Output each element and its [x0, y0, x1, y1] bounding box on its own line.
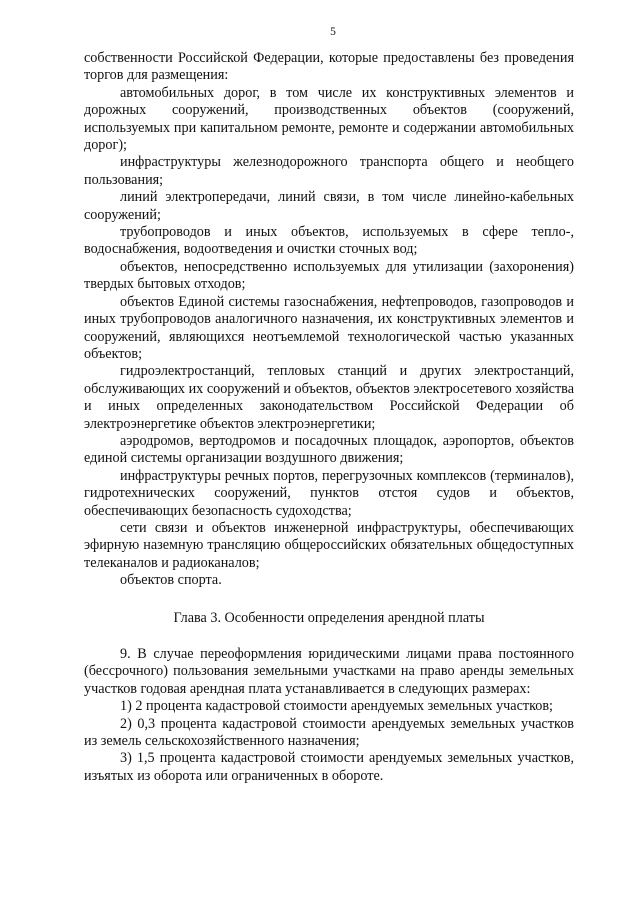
paragraph: 1) 2 процента кадастровой стоимости арендуемых земельных участков; — [120, 698, 554, 715]
paragraph: гидроэлектростанций, тепловых станций и других электростанций, обслуживающих их сооружений и объектов, объектов электросетевого хозяйства и иных определенных законодательством Российской Федерации об электроэнергетике объектов электроэнергетики; — [84, 363, 574, 432]
paragraph: трубопроводов и иных объектов, используемых в сфере тепло-, водоснабжения, водоотведения и очистки сточных вод; — [84, 224, 574, 258]
paragraph: инфраструктуры речных портов, перегрузочных комплексов (терминалов), гидротехнических сооружений, пунктов отстоя судов и объектов, обеспечивающих безопасность судоходства; — [84, 467, 574, 519]
paragraph: 2) 0,3 процента кадастровой стоимости арендуемых земельных участков из земель сельскохозяйственного назначения; — [84, 715, 574, 750]
paragraph: 3) 1,5 процента кадастровой стоимости арендуемых земельных участков, изъятых из оборота или ограниченных в обороте. — [84, 750, 574, 784]
paragraph: объектов спорта. — [120, 572, 222, 589]
body-text-bottom — [84, 646, 574, 785]
paragraph: 9. В случае переоформления юридическими лицами права постоянного (бессрочного) пользования земельными участками на право аренды земельных участков годовая арендная плата устанавливается в следующих размерах: — [84, 646, 574, 697]
paragraph: объектов Единой системы газоснабжения, нефтепроводов, газопроводов и иных трубопроводов аналогичного назначения, их конструктивных элементов и сооружений, являющихся неотъемлемой технологической частью указанных объектов; — [84, 293, 574, 362]
chapter-heading: Глава 3. Особенности определения арендной платы — [173, 609, 485, 626]
paragraph: линий электропередачи, линий связи, в том числе линейно-кабельных сооружений; — [84, 189, 574, 223]
page-number: 5 — [330, 26, 336, 38]
paragraph: автомобильных дорог, в том числе их конструктивных элементов и дорожных сооружений, производственных объектов (сооружений, используемых при капитальном ремонте, ремонте и содержании автомобильных дорог); — [84, 84, 574, 154]
paragraph: объектов, непосредственно используемых для утилизации (захоронения) твердых бытовых отходов; — [84, 258, 574, 293]
paragraph: собственности Российской Федерации, которые предоставлены без проведения торгов для размещения: — [84, 50, 574, 84]
paragraph: сети связи и объектов инженерной инфраструктуры, обеспечивающих эфирную наземную трансляцию общероссийских обязательных общедоступных телеканалов и радиоканалов; — [84, 519, 574, 571]
paragraph: аэродромов, вертодромов и посадочных площадок, аэропортов, объектов единой системы организации воздушного движения; — [84, 432, 574, 467]
paragraph: инфраструктуры железнодорожного транспорта общего и необщего пользования; — [84, 154, 574, 188]
body-text-top — [84, 50, 574, 590]
